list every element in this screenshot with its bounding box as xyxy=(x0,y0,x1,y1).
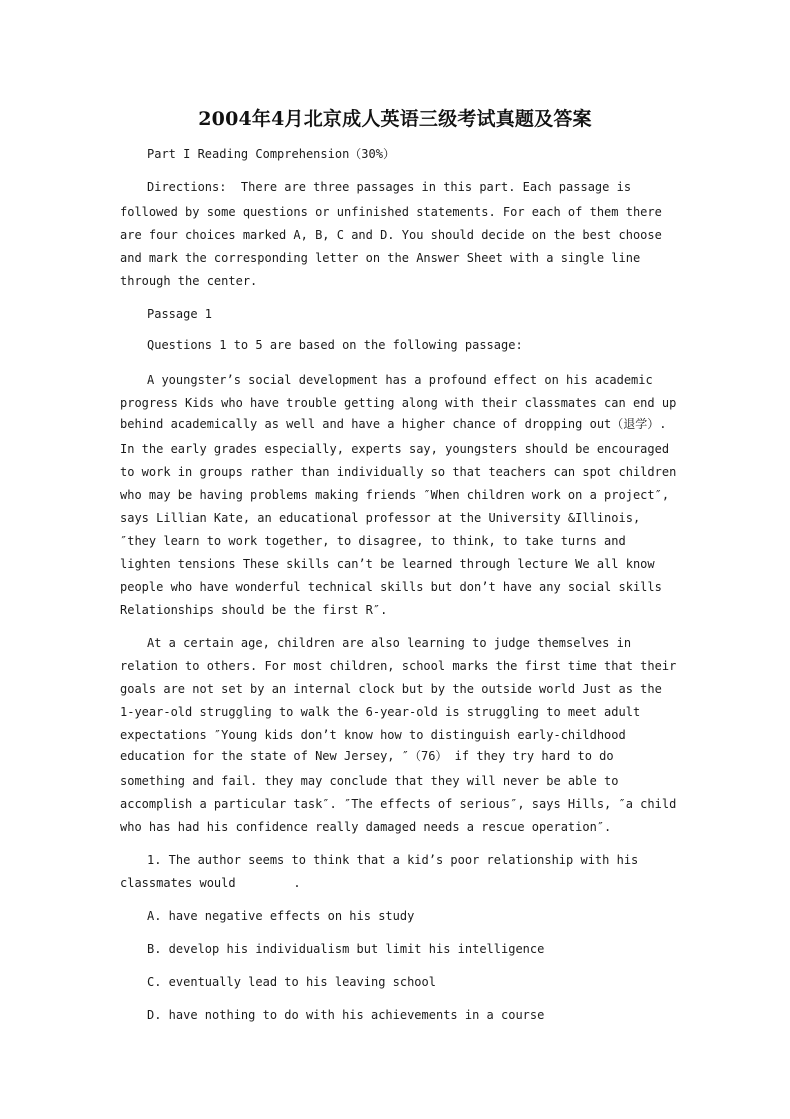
directions-line: Directions: There are three passages in this part. Each passage is xyxy=(147,180,632,194)
directions-line: followed by some questions or unfinished statements. For each of them there xyxy=(120,205,662,219)
paragraph1-line: people who have wonderful technical skills but don’t have any social skills xyxy=(120,580,662,594)
paragraph1-line: says Lillian Kate, an educational professor at the University &Illinois, xyxy=(120,511,641,525)
paragraph1-line: progress Kids who have trouble getting along with their classmates can end up xyxy=(120,396,677,410)
paragraph2-line: relation to others. For most children, school marks the first time that their xyxy=(120,659,677,673)
paragraph2-line: who has had his confidence really damaged needs a rescue operation″. xyxy=(120,820,612,834)
paragraph2-line: something and fail. they may conclude that they will never be able to xyxy=(120,774,619,788)
option-b: B. develop his individualism but limit his intelligence xyxy=(147,942,545,956)
passage-label: Passage 1 xyxy=(147,307,213,321)
directions-line: are four choices marked A, B, C and D. You should decide on the best choose xyxy=(120,228,662,242)
directions-line: through the center. xyxy=(120,274,258,288)
paragraph1-line: A youngster’s social development has a profound effect on his academic xyxy=(147,373,653,387)
paragraph2-line: education for the state of New Jersey, ″（76） if they try hard to do xyxy=(120,749,614,763)
directions-line: and mark the corresponding letter on the Answer Sheet with a single line xyxy=(120,251,641,265)
paragraph2-line: At a certain age, children are also learning to judge themselves in xyxy=(147,636,632,650)
paragraph2-line: goals are not set by an internal clock but by the outside world Just as the xyxy=(120,682,662,696)
paragraph1-line: lighten tensions These skills can’t be learned through lecture We all know xyxy=(120,557,655,571)
document-title: 2004年4月北京成人英语三级考试真题及答案 xyxy=(198,108,592,130)
paragraph1-line: who may be having problems making friends ″When children work on a project″, xyxy=(120,488,670,502)
question-1-line: 1. The author seems to think that a kid’s poor relationship with his xyxy=(147,853,639,867)
paragraph1-line: behind academically as well and have a higher chance of dropping out（退学）. xyxy=(120,417,667,431)
option-d: D. have nothing to do with his achievements in a course xyxy=(147,1008,545,1022)
paragraph2-line: 1-year-old struggling to walk the 6-year-old is struggling to meet adult xyxy=(120,705,641,719)
question-1-line: classmates would . xyxy=(120,876,301,890)
paragraph2-line: accomplish a particular task″. ″The effects of serious″, says Hills, ″a child xyxy=(120,797,677,811)
part-heading: Part I Reading Comprehension（30%） xyxy=(147,147,395,161)
option-a: A. have negative effects on his study xyxy=(147,909,415,923)
paragraph1-line: Relationships should be the first R″. xyxy=(120,603,388,617)
option-c: C. eventually lead to his leaving school xyxy=(147,975,436,989)
paragraph1-line: ″they learn to work together, to disagree, to think, to take turns and xyxy=(120,534,626,548)
paragraph1-line: to work in groups rather than individually so that teachers can spot children xyxy=(120,465,677,479)
paragraph1-line: In the early grades especially, experts say, youngsters should be encouraged xyxy=(120,442,670,456)
paragraph2-line: expectations ″Young kids don’t know how to distinguish early-childhood xyxy=(120,728,626,742)
questions-intro: Questions 1 to 5 are based on the following passage: xyxy=(147,338,523,352)
